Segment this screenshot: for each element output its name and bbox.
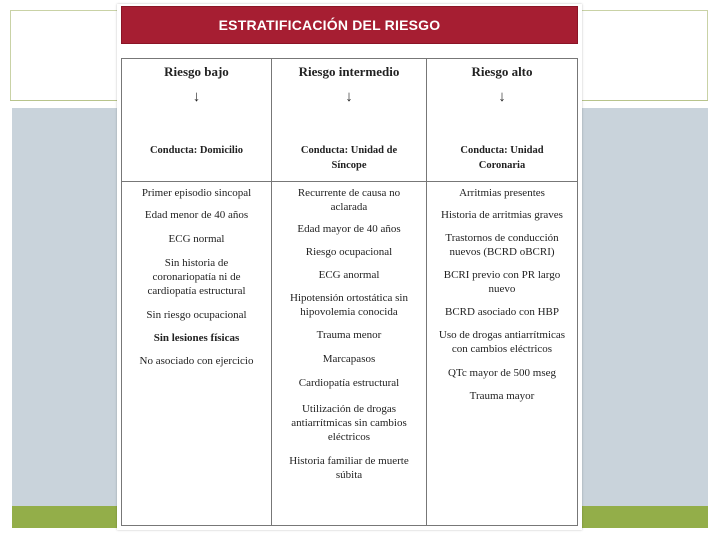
list-item: ECG normal xyxy=(168,233,225,245)
list-item: Trauma menor xyxy=(316,329,382,341)
column-riesgo-bajo xyxy=(122,58,271,526)
table-border-right xyxy=(577,58,578,526)
list-item: Edad mayor de 40 años xyxy=(297,223,401,235)
list-item: Primer episodio sincopal xyxy=(141,187,252,199)
criteria-list xyxy=(427,186,577,403)
list-item: ECG anormal xyxy=(318,269,380,281)
conducta-label: Conducta: Domicilio xyxy=(149,145,244,156)
column-header: Riesgo alto xyxy=(471,64,533,79)
list-item: Uso de drogas antiarrítmicas con cambios eléctricos xyxy=(438,329,566,355)
list-item: Sin lesiones físicas xyxy=(153,332,240,344)
list-item: QTc mayor de 500 mseg xyxy=(448,367,556,379)
list-item: Trauma mayor xyxy=(469,390,535,402)
risk-table xyxy=(121,58,578,526)
list-item: Arritmias presentes xyxy=(459,187,545,199)
list-item: BCRD asociado con HBP xyxy=(445,306,559,318)
list-item: No asociado con ejercicio xyxy=(139,355,254,367)
down-arrow-icon: ↓ xyxy=(192,89,201,105)
list-item: Hipotensión ortostática sin hipovolemia conocida xyxy=(290,292,408,318)
column-riesgo-intermedio xyxy=(272,58,426,526)
risk-table-image xyxy=(117,4,582,530)
down-arrow-icon: ↓ xyxy=(345,89,353,105)
conducta-label: Conducta: Unidad Coronaria xyxy=(460,145,544,171)
down-arrow-icon: ↓ xyxy=(498,89,506,105)
list-item: BCRI previo con PR largo nuevo xyxy=(443,269,561,295)
list-item: Riesgo ocupacional xyxy=(305,246,393,258)
list-item: Trastornos de conducción nuevos (BCRD oBCRI) xyxy=(445,232,559,258)
list-item: Marcapasos xyxy=(322,353,376,365)
column-header: Riesgo bajo xyxy=(164,64,229,79)
criteria-list xyxy=(122,186,271,368)
list-item: Sin historia de coronariopatía ni de cardiopatía estructural xyxy=(147,257,246,297)
column-header: Riesgo intermedio xyxy=(298,64,400,79)
list-item: Sin riesgo ocupacional xyxy=(146,309,247,321)
list-item: Historia de arritmias graves xyxy=(441,209,563,221)
title-banner xyxy=(121,6,578,44)
list-item: Utilización de drogas antiarrítmicas sin cambios eléctricos xyxy=(291,403,407,443)
list-item: Edad menor de 40 años xyxy=(144,209,249,221)
list-item: Cardiopatía estructural xyxy=(298,377,400,389)
criteria-list xyxy=(272,186,426,482)
title-text: ESTRATIFICACIÓN DEL RIESGO xyxy=(218,17,441,33)
list-item: Recurrente de causa no aclarada xyxy=(297,187,401,213)
column-riesgo-alto xyxy=(427,58,577,526)
conducta-label: Conducta: Unidad de Síncope xyxy=(300,145,398,171)
list-item: Historia familiar de muerte súbita xyxy=(289,455,409,481)
